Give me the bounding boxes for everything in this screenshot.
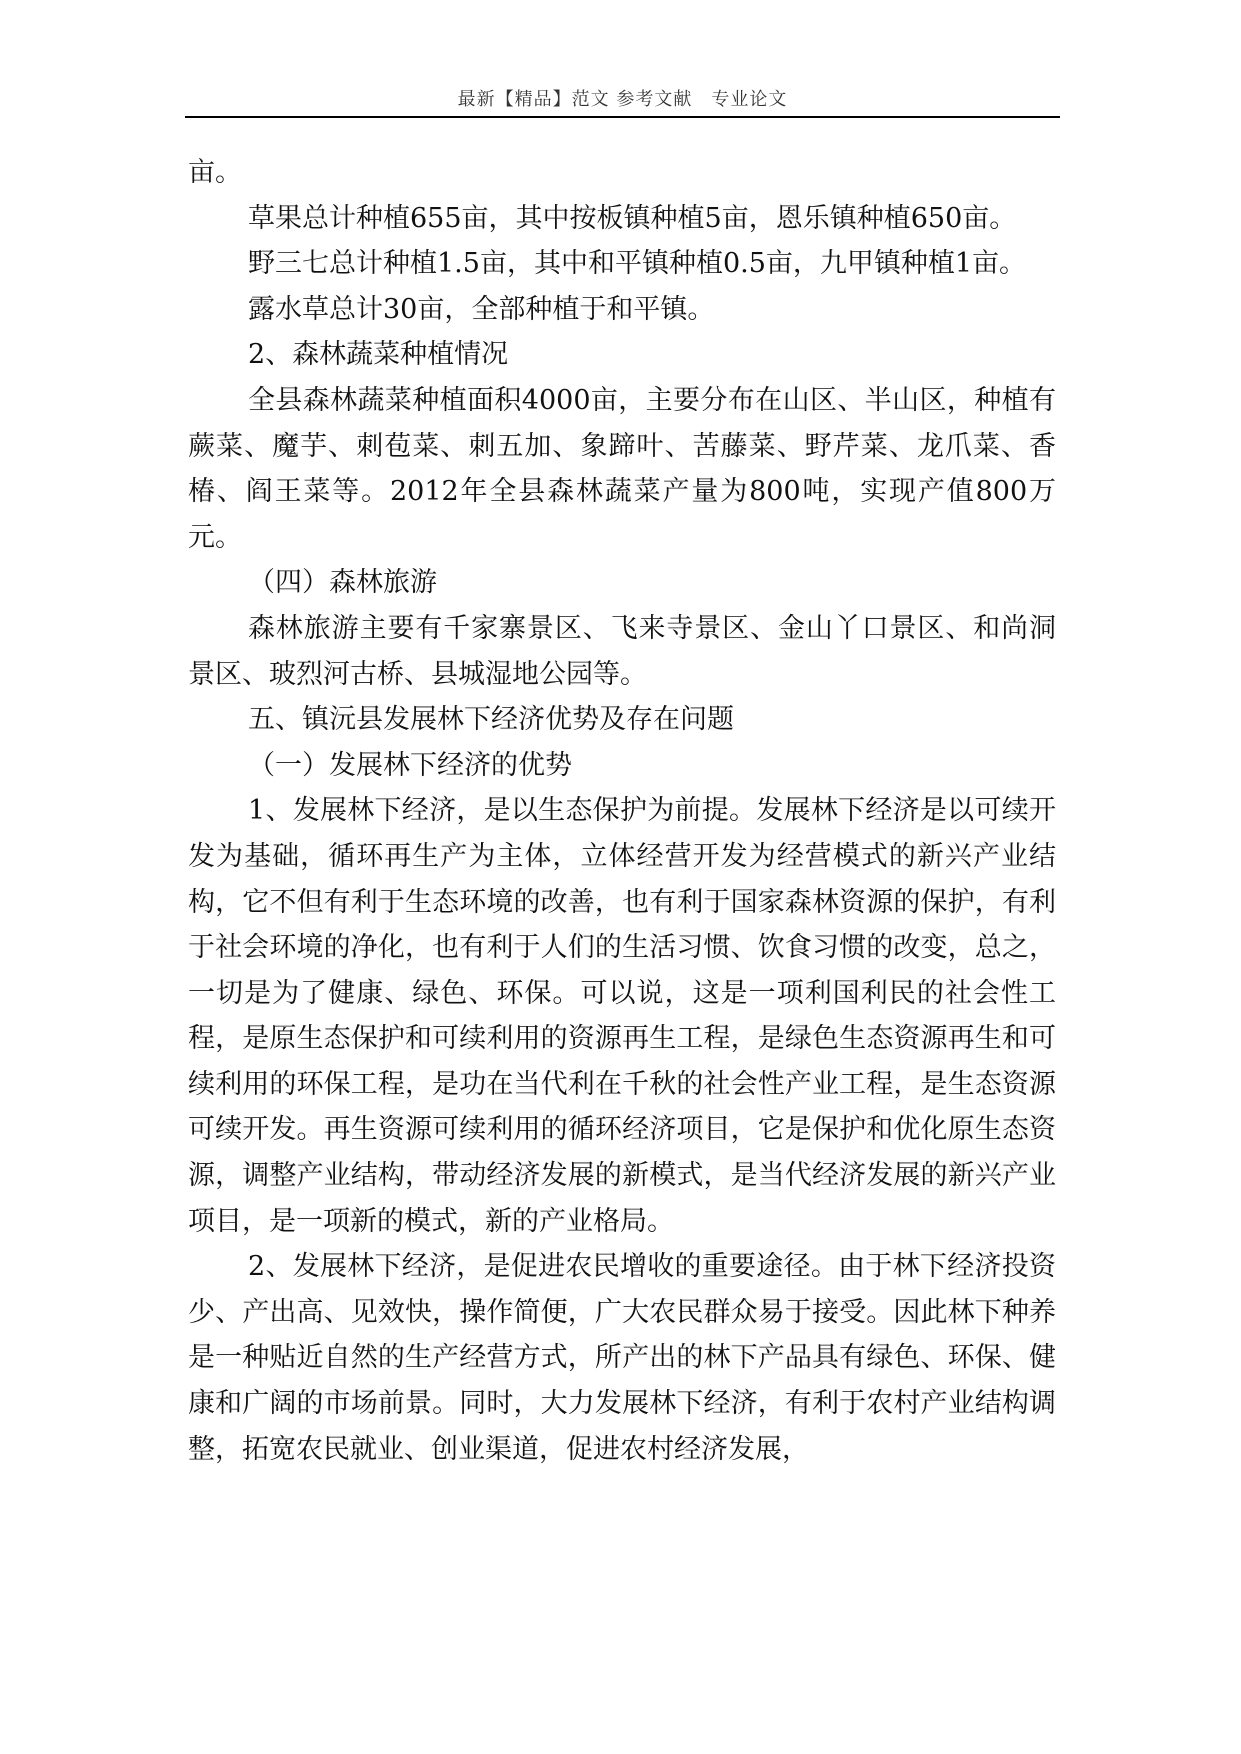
header-divider xyxy=(185,116,1060,118)
paragraph-advantage-1: 1、发展林下经济，是以生态保护为前提。发展林下经济是以可续开发为基础，循环再生产为主体，立体经营开发为经营模式的新兴产业结构，它不但有利于生态环境的改善，也有利于国家森林资源的保护，有利于社会环境的净化，也有利于人们的生活习惯、饮食习惯的改变，总之，一切是为了健康、绿色、环保。可以说，这是一项利国利民的社会性工程，是原生态保护和可续利用的资源再生工程，是绿色生态资源再生和可续利用的环保工程，是功在当代利在千秋的社会性产业工程，是生态资源可续开发。再生资源可续利用的循环经济项目，它是保护和优化原生态资源，调整产业结构，带动经济发展的新模式，是当代经济发展的新兴产业项目，是一项新的模式，新的产业格局。 xyxy=(188,795,1056,1237)
paragraph-forest-vegetables: 全县森林蔬菜种植面积4000亩，主要分布在山区、半山区，种植有蕨菜、魔芋、刺苞菜、刺五加、象蹄叶、苦藤菜、野芹菜、龙爪菜、香椿、阎王菜等。2012年全县森林蔬菜产量为800吨，实现产值800万元。 xyxy=(188,384,1056,553)
section-heading-forest-vegetables: 2、森林蔬菜种植情况 xyxy=(248,339,509,371)
section-heading-advantages-problems: 五、镇沅县发展林下经济优势及存在问题 xyxy=(248,704,734,736)
paragraph-forest-tourism: 森林旅游主要有千家寨景区、飞来寺景区、金山丫口景区、和尚洞景区、玻烈河古桥、县城湿地公园等。 xyxy=(188,612,1056,690)
paragraph-lushuicao: 露水草总计30亩，全部种植于和平镇。 xyxy=(248,293,715,325)
paragraph-continuation: 亩。 xyxy=(188,157,242,188)
paragraph-yesanqi: 野三七总计种植1.5亩，其中和平镇种植0.5亩，九甲镇种植1亩。 xyxy=(248,248,1027,280)
section-heading-advantages: （一）发展林下经济的优势 xyxy=(248,749,572,781)
paragraph-caoguo: 草果总计种植655亩，其中按板镇种植5亩，恩乐镇种植650亩。 xyxy=(248,202,1017,234)
section-heading-forest-tourism: （四）森林旅游 xyxy=(248,567,437,599)
page-header: 最新【精品】范文 参考文献 专业论文 xyxy=(457,89,788,110)
paragraph-advantage-2: 2、发展林下经济，是促进农民增收的重要途径。由于林下经济投资少、产出高、见效快，操作简便，广大农民群众易于接受。因此林下种养是一种贴近自然的生产经营方式，所产出的林下产品具有绿色、环保、健康和广阔的市场前景。同时，大力发展林下经济，有利于农村产业结构调整，拓宽农民就业、创业渠道，促进农村经济发展， xyxy=(188,1251,1056,1465)
document-body xyxy=(188,150,1056,1472)
